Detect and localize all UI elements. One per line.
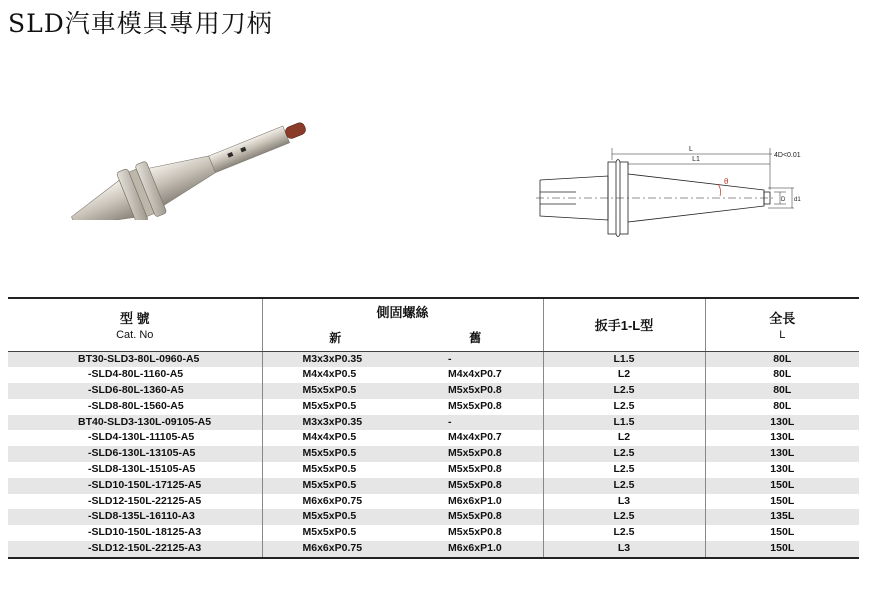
angle-label: θ — [724, 177, 729, 186]
wrench-cell: L2.5 — [543, 509, 705, 525]
table-row — [8, 509, 859, 525]
screw-old-cell: M6x6xP1.0 — [408, 541, 543, 558]
wrench-cell: L1.5 — [543, 415, 705, 431]
wrench-cell: L1.5 — [543, 351, 705, 367]
screw-old-cell: M5x5xP0.8 — [408, 509, 543, 525]
cat-no-cell: -SLD4-130L-11105-A5 — [8, 430, 262, 446]
table-row — [8, 446, 859, 462]
screw-old-cell: M5x5xP0.8 — [408, 478, 543, 494]
screw-new-cell: M5x5xP0.5 — [262, 525, 408, 541]
technical-drawing — [536, 140, 836, 250]
wrench-cell: L3 — [543, 541, 705, 558]
screw-new-cell: M5x5xP0.5 — [262, 383, 408, 399]
length-cell: 130L — [705, 446, 859, 462]
header-model-label: 型 號 — [119, 311, 150, 327]
cat-no-cell: -SLD8-130L-15105-A5 — [8, 462, 262, 478]
cat-no-cell: -SLD10-150L-18125-A3 — [8, 525, 262, 541]
length-cell: 80L — [705, 399, 859, 415]
wrench-cell: L3 — [543, 494, 705, 510]
cat-no-cell: -SLD12-150L-22125-A5 — [8, 494, 262, 510]
length-cell: 80L — [705, 383, 859, 399]
screw-old-cell: M4x4xP0.7 — [408, 430, 543, 446]
screw-new-cell: M5x5xP0.5 — [262, 399, 408, 415]
screw-new-cell: M3x3xP0.35 — [262, 351, 408, 367]
table-row — [8, 478, 859, 494]
screw-new-cell: M6x6xP0.75 — [262, 494, 408, 510]
cat-no-cell: -SLD8-135L-16110-A3 — [8, 509, 262, 525]
length-cell: 130L — [705, 430, 859, 446]
screw-old-cell: M5x5xP0.8 — [408, 446, 543, 462]
screw-new-cell: M4x4xP0.5 — [262, 430, 408, 446]
table-row — [8, 430, 859, 446]
cat-no-cell: BT40-SLD3-130L-09105-A5 — [8, 415, 262, 431]
table-row — [8, 525, 859, 541]
screw-new-cell: M5x5xP0.5 — [262, 462, 408, 478]
tool-holder-photo — [62, 110, 312, 220]
header-model — [8, 298, 262, 351]
screw-new-cell: M6x6xP0.75 — [262, 541, 408, 558]
table-row — [8, 462, 859, 478]
length-cell: 150L — [705, 494, 859, 510]
wrench-cell: L2.5 — [543, 399, 705, 415]
screw-new-cell: M5x5xP0.5 — [262, 446, 408, 462]
header-length — [705, 298, 859, 351]
cat-no-cell: BT30-SLD3-80L-0960-A5 — [8, 351, 262, 367]
screw-new-cell: M5x5xP0.5 — [262, 509, 408, 525]
page-title: SLD汽車模具專用刀柄 — [8, 9, 273, 38]
header-screw: 側固螺絲 — [262, 298, 543, 324]
table-row — [8, 415, 859, 431]
screw-old-cell: M5x5xP0.8 — [408, 399, 543, 415]
screw-old-cell: - — [408, 415, 543, 431]
length-cell: 80L — [705, 351, 859, 367]
length-cell: 80L — [705, 367, 859, 383]
dim-label-d1: d1 — [794, 197, 801, 203]
cat-no-cell: -SLD12-150L-22125-A3 — [8, 541, 262, 558]
dim-label-D: D — [781, 197, 786, 203]
length-cell: 150L — [705, 541, 859, 558]
table-row — [8, 494, 859, 510]
screw-new-cell: M5x5xP0.5 — [262, 478, 408, 494]
screw-old-cell: M5x5xP0.8 — [408, 383, 543, 399]
length-cell: 150L — [705, 525, 859, 541]
cat-no-cell: -SLD6-80L-1360-A5 — [8, 383, 262, 399]
table-row — [8, 351, 859, 367]
length-cell: 130L — [705, 415, 859, 431]
wrench-cell: L2.5 — [543, 478, 705, 494]
length-cell: 130L — [705, 462, 859, 478]
table-row — [8, 367, 859, 383]
table-row — [8, 399, 859, 415]
screw-old-cell: M6x6xP1.0 — [408, 494, 543, 510]
dim-label-L: L — [689, 146, 693, 153]
cat-no-cell: -SLD6-130L-13105-A5 — [8, 446, 262, 462]
header-wrench: 扳手1-L型 — [543, 298, 705, 351]
wrench-cell: L2.5 — [543, 383, 705, 399]
screw-old-cell: M5x5xP0.8 — [408, 462, 543, 478]
screw-old-cell: M5x5xP0.8 — [408, 525, 543, 541]
cat-no-cell: -SLD10-150L-17125-A5 — [8, 478, 262, 494]
length-cell: 150L — [705, 478, 859, 494]
screw-new-cell: M3x3xP0.35 — [262, 415, 408, 431]
screw-old-cell: - — [408, 351, 543, 367]
header-length-label: 全長 — [769, 311, 796, 327]
header-model-sub: Cat. No — [116, 329, 154, 342]
header-screw-old: 舊 — [408, 324, 543, 351]
header-length-sub: L — [779, 329, 786, 342]
wrench-cell: L2 — [543, 367, 705, 383]
cat-no-cell: -SLD8-80L-1560-A5 — [8, 399, 262, 415]
tolerance-label: 4D<0.01 — [774, 152, 801, 159]
wrench-cell: L2 — [543, 430, 705, 446]
wrench-cell: L2.5 — [543, 446, 705, 462]
screw-old-cell: M4x4xP0.7 — [408, 367, 543, 383]
wrench-cell: L2.5 — [543, 462, 705, 478]
spec-table — [8, 297, 859, 559]
length-cell: 135L — [705, 509, 859, 525]
dim-label-L1: L1 — [692, 156, 700, 163]
screw-new-cell: M4x4xP0.5 — [262, 367, 408, 383]
table-row — [8, 541, 859, 558]
wrench-cell: L2.5 — [543, 525, 705, 541]
header-screw-new: 新 — [262, 324, 408, 351]
cat-no-cell: -SLD4-80L-1160-A5 — [8, 367, 262, 383]
table-row — [8, 383, 859, 399]
